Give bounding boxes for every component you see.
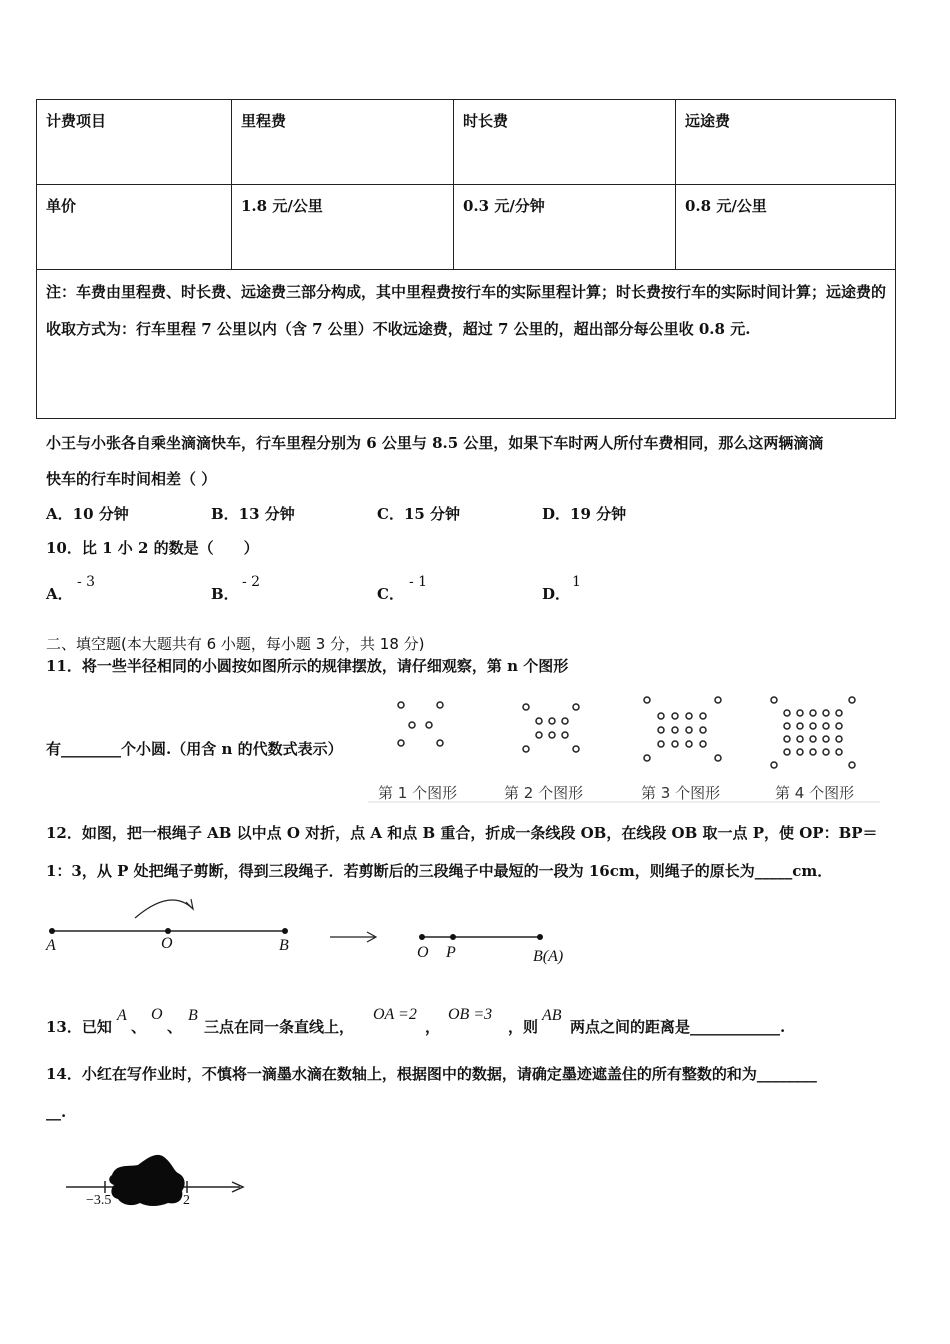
q9-option-c: C．15 分钟 [377, 505, 461, 523]
q14-line1: 14．小红在写作业时，不慎将一滴墨水滴在数轴上，根据图中的数据，请确定墨迹遮盖住的所有整数的和为________ [46, 1065, 817, 1083]
q11-line2: 有________个小圆.（用含 n 的代数式表示） [46, 740, 343, 758]
q10-value-a: - 3 [77, 574, 96, 590]
q10-label-a: A． [46, 585, 73, 603]
ink-blot [109, 1155, 184, 1206]
q13-then: ，则 [508, 1018, 539, 1036]
point-label-b: B [279, 937, 289, 954]
table-cell: 远途费 [676, 100, 896, 185]
q10-question: 10．比 1 小 2 的数是（ ） [46, 539, 259, 557]
q13-sep-1: 、 [131, 1018, 147, 1036]
q13-ab: AB [542, 1007, 562, 1024]
q12-line2: 1：3，从 P 处把绳子剪断，得到三段绳子．若剪断后的三段绳子中最短的一段为 16cm，则绳子的原长为_____cm． [46, 862, 833, 880]
figure-caption-4: 第 4 个图形 [775, 784, 855, 802]
figure-caption-3: 第 3 个图形 [641, 784, 721, 802]
tick-label-neg: −3.5 [86, 1193, 112, 1208]
q9-option-b: B．13 分钟 [211, 505, 295, 523]
q10-value-d: 1 [572, 574, 581, 590]
q13-point-a: A [117, 1007, 127, 1024]
section-heading: 二、填空题(本大题共有 6 小题，每小题 3 分，共 18 分) [46, 635, 425, 653]
q10-label-b: B． [211, 585, 239, 603]
q12-line1: 12．如图，把一根绳子 AB 以中点 O 对折，点 A 和点 B 重合，折成一条线段 OB，在线段 OB 取一点 P，使 OP：BP＝ [46, 824, 878, 842]
point-label-a: A [46, 937, 56, 954]
q13-comma: ， [425, 1018, 441, 1036]
q9-text-line2: 快车的行车时间相差（ ） [46, 470, 217, 488]
table-cell: 里程费 [232, 100, 454, 185]
table-cell: 0.8 元/公里 [676, 185, 896, 270]
figure-caption-1: 第 1 个图形 [378, 784, 458, 802]
point-label-o2: O [417, 944, 429, 961]
q13-mid: 三点在同一条直线上， [204, 1018, 355, 1036]
q10-value-c: - 1 [409, 574, 428, 590]
point-label-ba: B(A) [533, 948, 564, 965]
q11-line1: 11．将一些半径相同的小圆按如图所示的规律摆放，请仔细观察，第 n 个图形 [46, 657, 569, 675]
figure-caption-2: 第 2 个图形 [504, 784, 584, 802]
q13-suffix: 两点之间的距离是____________. [570, 1018, 786, 1036]
tick-label-pos: 2 [183, 1193, 190, 1208]
table-note-row [37, 270, 896, 419]
q9-option-d: D．19 分钟 [542, 505, 627, 523]
rope-fold-diagram [40, 890, 580, 970]
table-cell: 时长费 [454, 100, 676, 185]
q13-point-o: O [151, 1006, 163, 1023]
point-label-p: P [446, 944, 456, 961]
q9-text-line1: 小王与小张各自乘坐滴滴快车，行车里程分别为 6 公里与 8.5 公里，如果下车时两人所付车费相同，那么这两辆滴滴 [46, 434, 824, 452]
table-row [37, 185, 896, 270]
q14-line2: __. [46, 1103, 67, 1121]
q13-sep-2: 、 [167, 1018, 183, 1036]
q13-prefix: 13．已知 [46, 1018, 112, 1036]
fee-table [36, 99, 896, 419]
q10-label-c: C． [377, 585, 404, 603]
point-label-o: O [161, 935, 173, 952]
table-cell: 1.8 元/公里 [232, 185, 454, 270]
table-header-row [37, 100, 896, 185]
table-cell: 单价 [37, 185, 232, 270]
q13-ob: OB =3 [448, 1006, 493, 1023]
table-cell: 0.3 元/分钟 [454, 185, 676, 270]
q10-label-d: D． [542, 585, 571, 603]
table-cell: 计费项目 [37, 100, 232, 185]
q10-value-b: - 2 [242, 574, 261, 590]
q13-point-b: B [188, 1007, 198, 1024]
table-note: 注：车费由里程费、时长费、远途费三部分构成，其中里程费按行车的实际里程计算；时长费按行车的实际时间计算；远途费的收取方式为：行车里程 7 公里以内（含 7 公里）不收远途费，超过 7 公里的，超出部分每公里收 0.8 元. [37, 270, 896, 419]
q9-option-a: A．10 分钟 [46, 505, 129, 523]
q13-oa: OA =2 [373, 1006, 417, 1023]
